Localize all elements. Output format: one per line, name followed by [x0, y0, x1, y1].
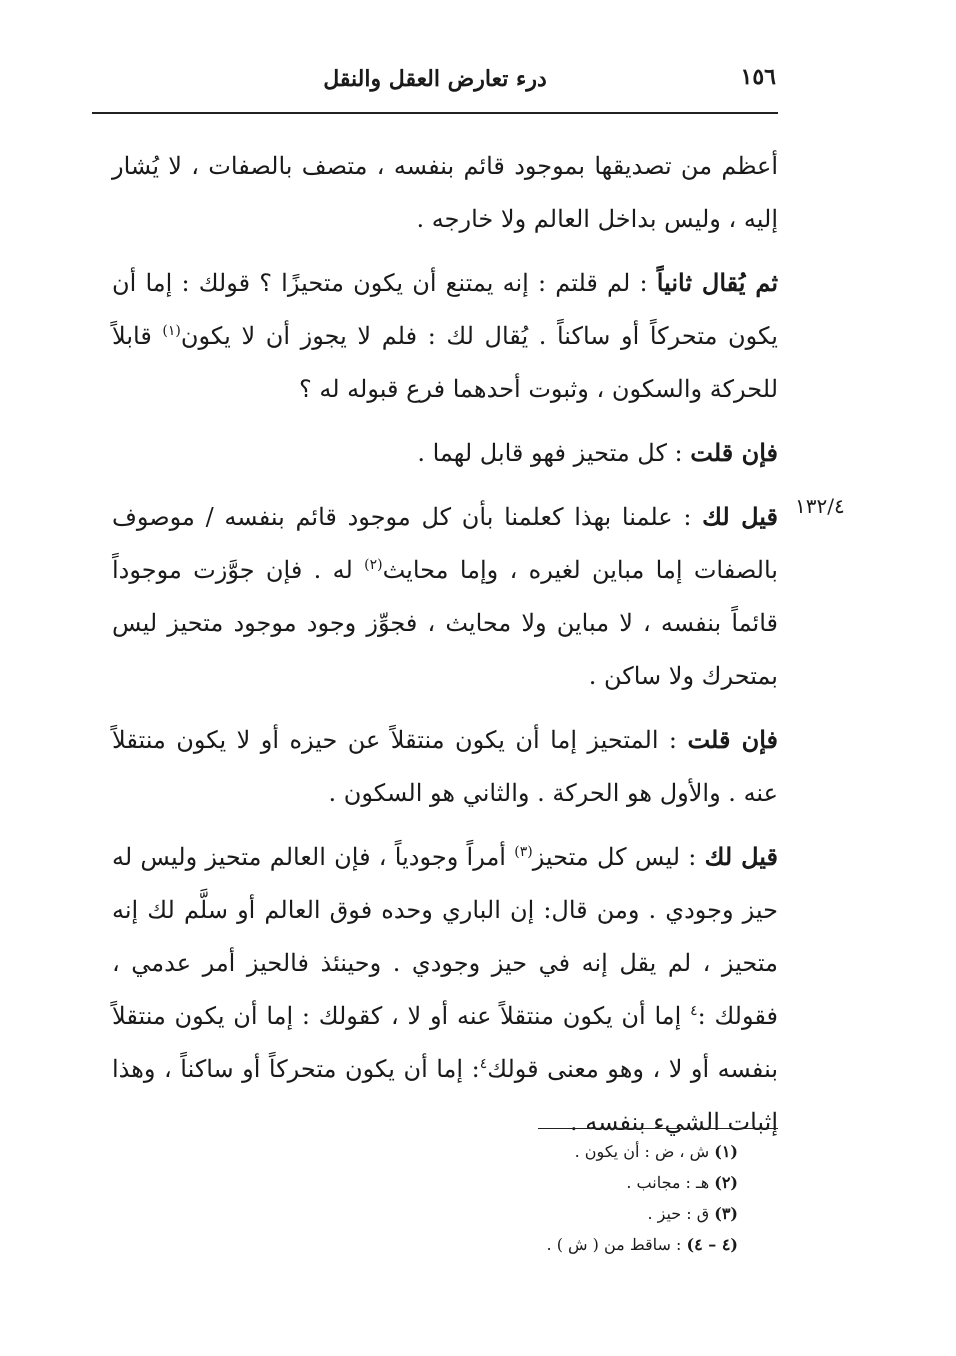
paragraph-text: إما أن يكون منتقلاً عنه أو لا ، كقولك : إما أن يكون منتقلاً بنفسه أو لا ، وهو معنى قولك — [112, 1002, 778, 1083]
paragraph-text: : ليس كل متحيز — [532, 843, 705, 871]
footnote-rule — [538, 1128, 778, 1129]
footnote-text: ش ، ض : أن يكون . — [574, 1142, 715, 1161]
paragraph-text: أعظم من تصديقها بموجود قائم بنفسه ، متصف بالصفات ، لا يُشار إليه ، وليس بداخل العالم ولا خارجه . — [112, 152, 778, 233]
footnote-reference: ٤ — [479, 1056, 488, 1072]
paragraph — [112, 256, 778, 416]
footnote-number: (٣) — [714, 1204, 738, 1223]
paragraph-text: له . فإن جوَّزت موجوداً قائماً بنفسه ، لا مباين ولا محايث ، فجوِّز وجود موجود متحيز ليس بمتحرك ولا ساكن . — [112, 556, 778, 690]
paragraph-text: : لم قلتم : إنه يمتنع أن يكون متحيزًا ؟ قولك : إما أن يكون متحركاً أو ساكناً . يُقال لك : فلم لا يجوز أن لا يكون — [112, 269, 778, 350]
footnote-number: (٢) — [714, 1173, 738, 1192]
paragraph-text: : كل متحيز فهو قابل لهما . — [417, 439, 691, 467]
running-title: درء تعارض العقل والنقل — [323, 66, 547, 92]
paragraph-lead: فإن قلت — [690, 438, 778, 467]
paragraph-lead: قيل لك — [702, 502, 778, 531]
footnote-number: (١) — [714, 1142, 738, 1161]
footnote-text: : ساقط من ( ش ) . — [546, 1235, 687, 1254]
paragraph-lead: ثم يُقال ثانياً — [656, 268, 778, 297]
header-rule — [92, 112, 778, 114]
footnote — [440, 1136, 738, 1167]
footnote-text: ق : حيز . — [647, 1204, 715, 1223]
footnote-number: (٤ – ٤) — [686, 1235, 738, 1254]
paragraph — [112, 140, 778, 246]
paragraph-lead: فإن قلت — [687, 725, 779, 754]
page-number: ١٥٦ — [740, 64, 776, 90]
paragraph — [112, 490, 778, 703]
footnote — [440, 1229, 738, 1260]
paragraph-text: قابلاً للحركة والسكون ، وثبوت أحدهما فرع قبوله له ؟ — [112, 322, 778, 403]
footnote-reference: (٢) — [364, 557, 383, 573]
paragraph-text: أمراً وجودياً ، فإن العالم متحيز وليس له حيز وجودي . ومن قال: إن الباري وحده فوق العالم أو سلَّم لك إنه متحيز ، لم يقل إنه في حيز وجودي . وحينئذ فالحيز أمر عدمي ، فقولك : — [112, 843, 779, 1030]
footnote-reference: (١) — [162, 323, 181, 339]
footnote-text: هـ : مجانب . — [626, 1173, 715, 1192]
margin-reference: ١٣٢/٤ — [795, 494, 845, 518]
page-header — [92, 60, 778, 108]
paragraph — [112, 713, 778, 820]
paragraph-text: : إما أن يكون متحركاً أو ساكناً ، وهذا إثبات الشيء بنفسه . — [112, 1055, 778, 1136]
footnote-reference: ٤ — [690, 1003, 698, 1019]
paragraph-lead: قيل لك — [704, 842, 778, 871]
footnotes — [440, 1136, 738, 1260]
paragraph-text: : علمنا بهذا كعلمنا بأن كل موجود قائم بنفسه / موصوف بالصفات إما مباين لغيره ، وإما محايث — [112, 503, 778, 584]
body-text — [112, 140, 778, 1159]
paragraph-text: : المتحيز إما أن يكون منتقلاً عن حيزه أو لا يكون منتقلاً عنه . والأول هو الحركة . والثاني هو السكون . — [112, 726, 778, 807]
footnote-reference: (٣) — [514, 844, 533, 860]
paragraph — [112, 426, 778, 480]
footnote — [440, 1167, 738, 1198]
paragraph — [112, 830, 778, 1149]
footnote — [440, 1198, 738, 1229]
